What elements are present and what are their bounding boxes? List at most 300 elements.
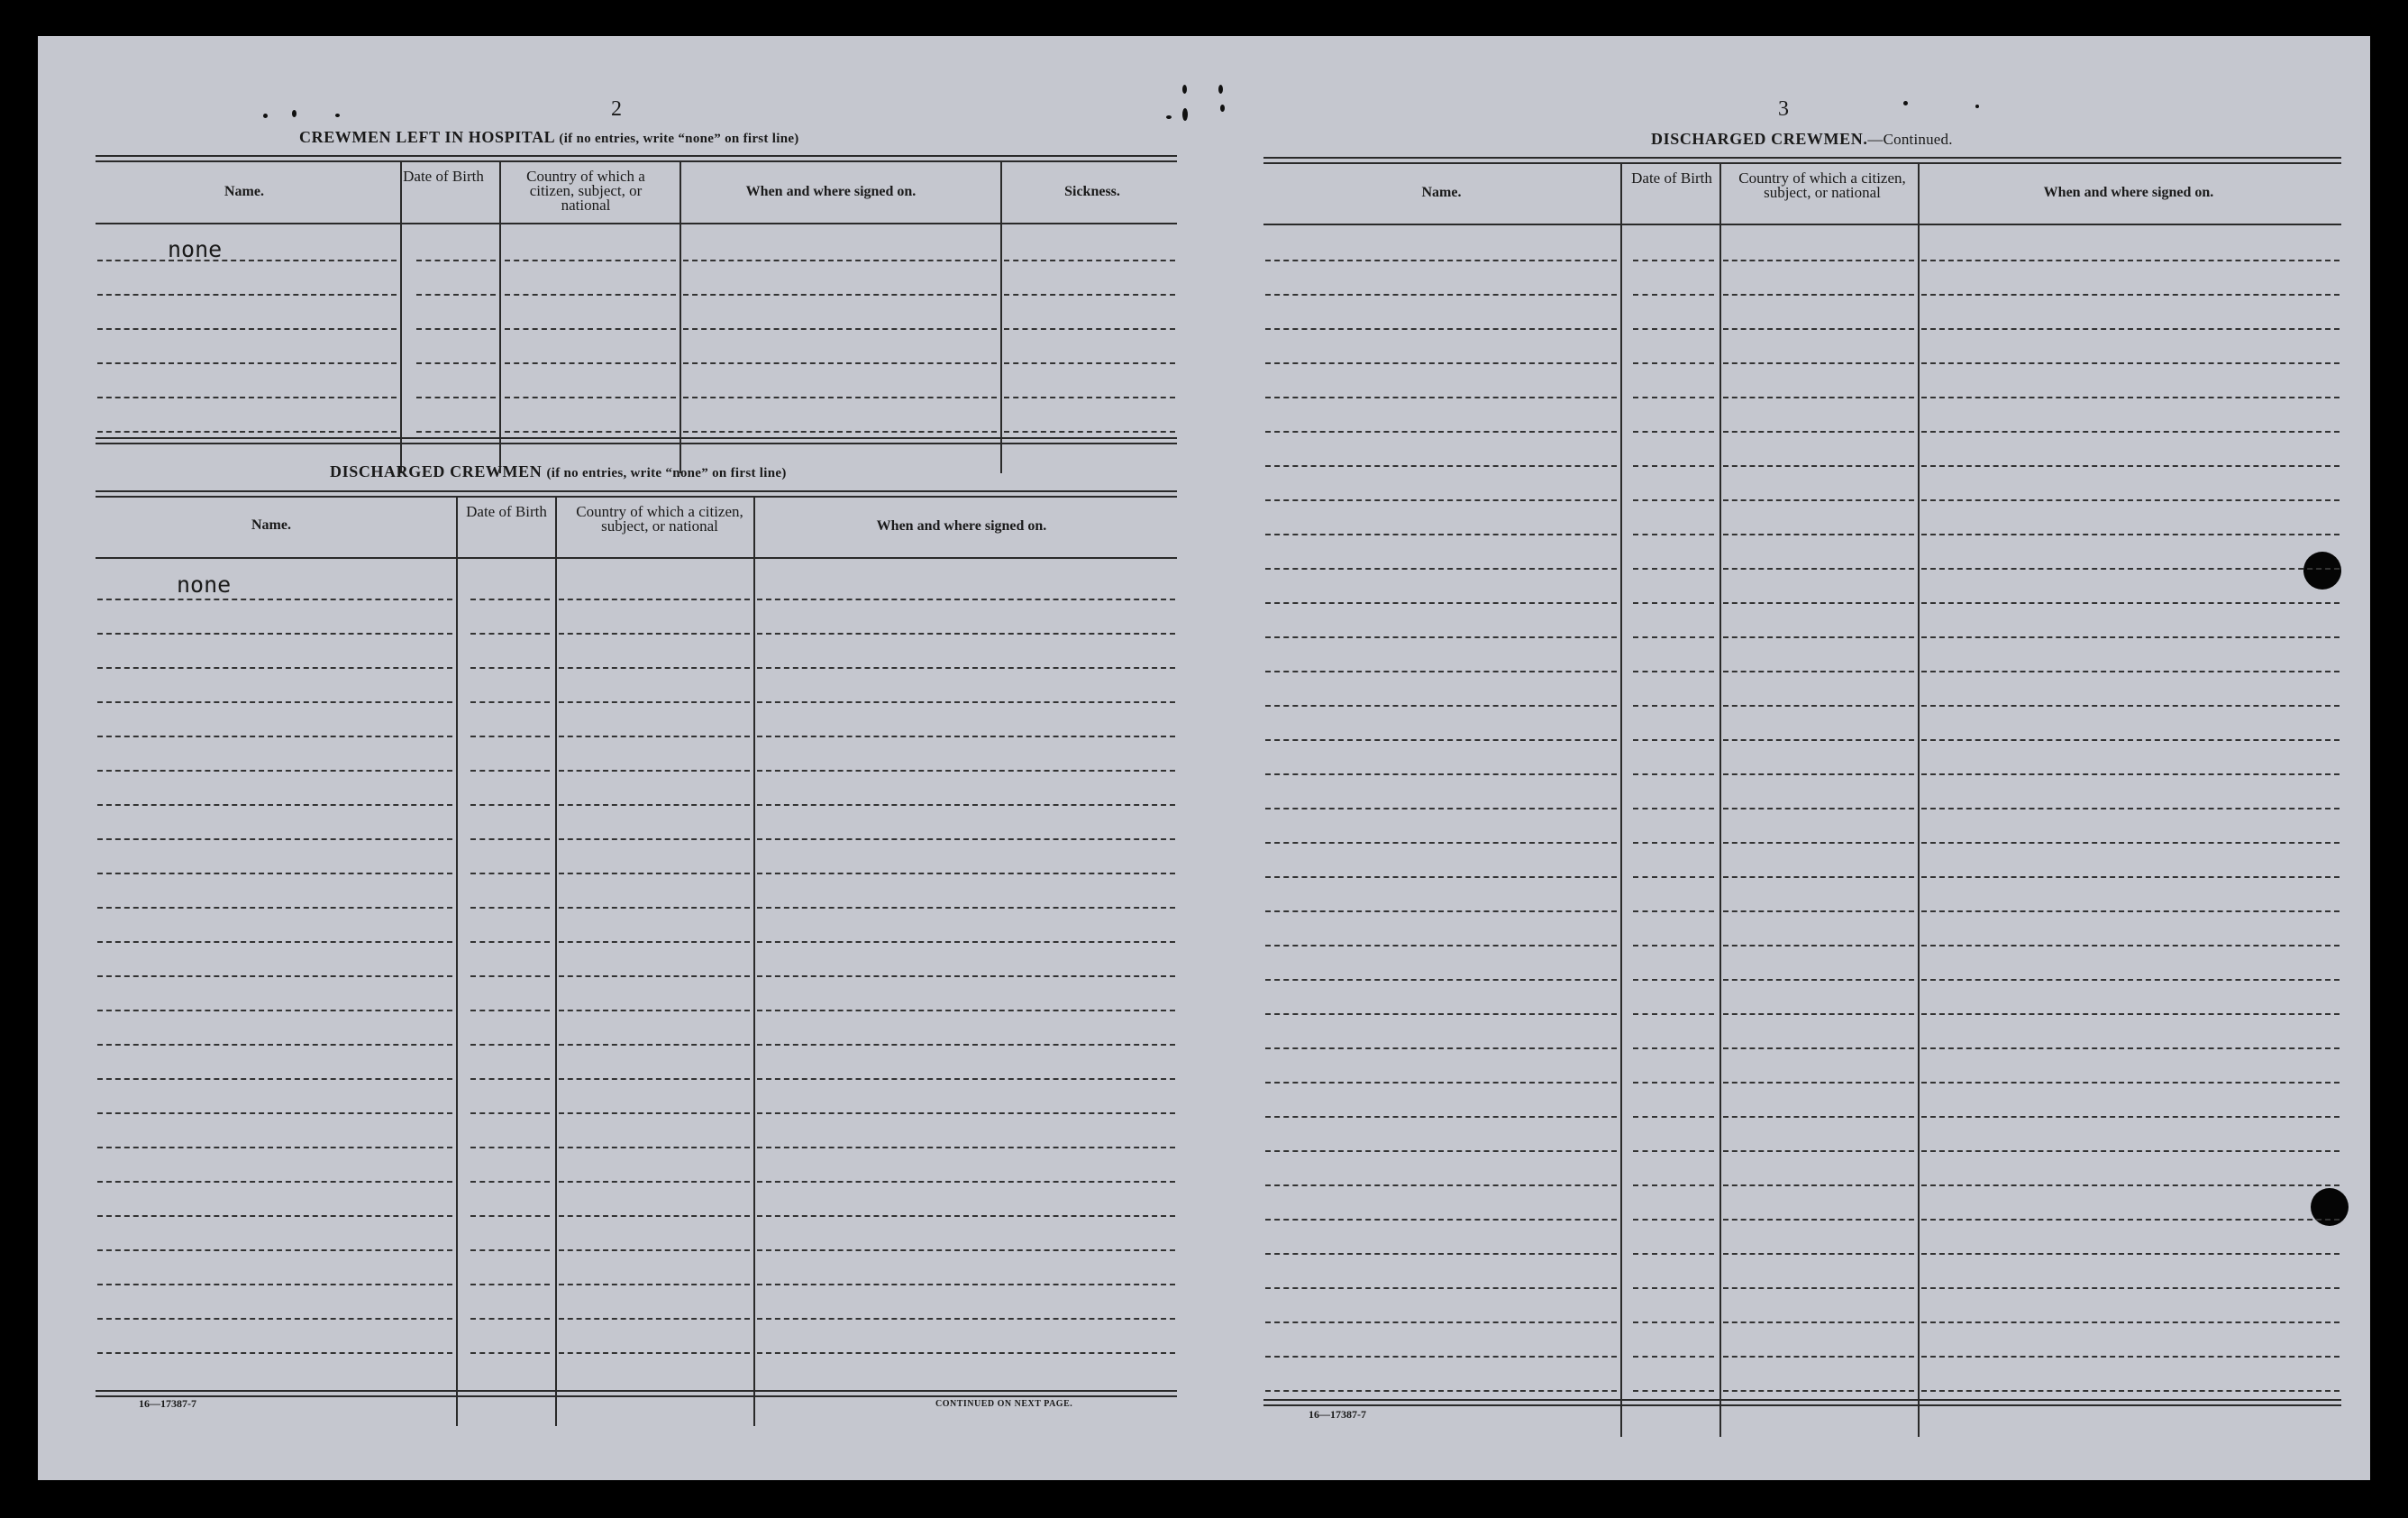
ruled-line — [559, 1147, 750, 1148]
ruled-line — [470, 838, 550, 840]
ruled-line — [1921, 1390, 2340, 1392]
ruled-line — [97, 1284, 452, 1285]
ruled-line — [1633, 1356, 1714, 1358]
ruled-line — [470, 975, 550, 977]
ruled-line — [683, 431, 997, 433]
ruled-line — [1265, 328, 1617, 330]
ruled-line — [1921, 397, 2340, 398]
ruled-line — [683, 294, 997, 296]
ink-speck — [1182, 85, 1187, 94]
ruled-line — [559, 667, 750, 669]
rule — [96, 490, 1177, 492]
ruled-line — [1265, 362, 1617, 364]
ruled-line — [757, 941, 1175, 943]
ruled-line — [1723, 636, 1914, 638]
ruled-line — [1004, 294, 1175, 296]
page-number: 3 — [1778, 97, 1789, 121]
ruled-line — [757, 804, 1175, 806]
ruled-line — [97, 1181, 452, 1183]
ruled-line — [559, 1112, 750, 1114]
col-header-country: Country of which a citizen, subject, or national — [526, 168, 645, 214]
discharged-entry-none: none — [177, 572, 232, 598]
ruled-line — [1633, 602, 1714, 604]
ruled-line — [1265, 294, 1617, 296]
ruled-line — [559, 975, 750, 977]
ruled-line — [470, 1147, 550, 1148]
ruled-line — [470, 1112, 550, 1114]
ruled-line — [559, 838, 750, 840]
ruled-line — [1265, 1150, 1617, 1152]
ruled-line — [1265, 260, 1617, 261]
ruled-line — [559, 1181, 750, 1183]
ruled-line — [1921, 1116, 2340, 1118]
ruled-line — [1633, 1150, 1714, 1152]
ruled-line — [97, 941, 452, 943]
ruled-line — [1921, 499, 2340, 501]
ruled-line — [470, 667, 550, 669]
col-header-name: Name. — [251, 517, 291, 533]
ruled-line — [1265, 465, 1617, 467]
ruled-line — [757, 633, 1175, 635]
ruled-line — [1265, 1116, 1617, 1118]
ruled-line — [559, 770, 750, 772]
ruled-line — [97, 1078, 452, 1080]
column-divider — [400, 162, 402, 473]
ruled-line — [683, 397, 997, 398]
ruled-line — [470, 633, 550, 635]
ruled-line — [505, 362, 676, 364]
ruled-line — [97, 804, 452, 806]
ruled-line — [1723, 1116, 1914, 1118]
ruled-line — [505, 260, 676, 261]
ruled-line — [1723, 1184, 1914, 1186]
ruled-line — [470, 736, 550, 737]
column-divider — [1620, 164, 1622, 1437]
ruled-line — [1265, 636, 1617, 638]
ruled-line — [1633, 671, 1714, 672]
ruled-line — [1265, 499, 1617, 501]
ruled-line — [683, 362, 997, 364]
ruled-line — [1723, 534, 1914, 535]
ruled-line — [416, 328, 496, 330]
ruled-line — [559, 907, 750, 909]
ruled-line — [1633, 1116, 1714, 1118]
ruled-line — [757, 1078, 1175, 1080]
ruled-line — [1633, 362, 1714, 364]
ruled-line — [559, 1249, 750, 1251]
ruled-line — [97, 1147, 452, 1148]
ruled-line — [1921, 602, 2340, 604]
ruled-line — [1265, 739, 1617, 741]
column-divider — [555, 498, 557, 1426]
ruled-line — [505, 294, 676, 296]
ruled-line — [1723, 842, 1914, 844]
ruled-line — [1265, 945, 1617, 946]
ruled-line — [1921, 465, 2340, 467]
ruled-line — [757, 599, 1175, 600]
ruled-line — [97, 1010, 452, 1011]
ruled-line — [1633, 1184, 1714, 1186]
ruled-line — [1723, 979, 1914, 981]
ruled-line — [1633, 397, 1714, 398]
ruled-line — [559, 941, 750, 943]
ruled-line — [1723, 465, 1914, 467]
ruled-line — [1633, 431, 1714, 433]
ruled-line — [1723, 739, 1914, 741]
ruled-line — [416, 260, 496, 261]
ruled-line — [559, 1284, 750, 1285]
ruled-line — [757, 1249, 1175, 1251]
ruled-line — [97, 599, 452, 600]
ruled-line — [1265, 1047, 1617, 1049]
rule — [96, 160, 1177, 162]
column-divider — [499, 162, 501, 473]
ink-speck — [335, 114, 340, 117]
ruled-line — [1921, 1047, 2340, 1049]
ruled-line — [757, 975, 1175, 977]
ruled-line — [1633, 260, 1714, 261]
ruled-line — [1265, 842, 1617, 844]
ruled-line — [1723, 1321, 1914, 1323]
rule — [96, 1395, 1177, 1397]
ink-speck — [292, 110, 296, 117]
ruled-line — [559, 1044, 750, 1046]
ruled-line — [1921, 671, 2340, 672]
ruled-line — [1921, 739, 2340, 741]
ruled-line — [1921, 294, 2340, 296]
ruled-line — [1921, 1082, 2340, 1084]
ruled-line — [1921, 979, 2340, 981]
ruled-line — [1921, 1321, 2340, 1323]
ruled-line — [97, 362, 397, 364]
col-header-name: Name. — [1421, 185, 1462, 200]
rule — [96, 155, 1177, 157]
ink-speck — [1166, 115, 1172, 119]
ruled-line — [1921, 534, 2340, 535]
ruled-line — [1921, 773, 2340, 775]
ruled-line — [1633, 499, 1714, 501]
ruled-line — [1633, 1047, 1714, 1049]
ruled-line — [1723, 260, 1914, 261]
ruled-line — [559, 599, 750, 600]
ruled-line — [505, 431, 676, 433]
ruled-line — [97, 907, 452, 909]
ruled-line — [757, 736, 1175, 737]
left-page — [38, 36, 1209, 1480]
ruled-line — [1265, 1253, 1617, 1255]
ruled-line — [1723, 910, 1914, 912]
ruled-line — [1265, 1390, 1617, 1392]
ruled-line — [470, 1284, 550, 1285]
ruled-line — [1921, 568, 2340, 570]
ruled-line — [1921, 1287, 2340, 1289]
ruled-line — [97, 1215, 452, 1217]
ruled-line — [1633, 739, 1714, 741]
hospital-section-title — [299, 128, 799, 147]
col-header-dob: Date of Birth — [403, 168, 484, 185]
ruled-line — [97, 975, 452, 977]
ruled-line — [416, 431, 496, 433]
ruled-line — [97, 1112, 452, 1114]
ruled-line — [1004, 397, 1175, 398]
ruled-line — [1723, 945, 1914, 946]
ruled-line — [470, 1249, 550, 1251]
ruled-line — [1265, 1321, 1617, 1323]
ruled-line — [97, 1318, 452, 1320]
ruled-line — [470, 1181, 550, 1183]
ruled-line — [1723, 1287, 1914, 1289]
column-divider — [753, 498, 755, 1426]
ruled-line — [1265, 979, 1617, 981]
ruled-line — [757, 1147, 1175, 1148]
ruled-line — [1633, 876, 1714, 878]
ruled-line — [1633, 910, 1714, 912]
ruled-line — [757, 770, 1175, 772]
ruled-line — [1723, 1150, 1914, 1152]
ruled-line — [1921, 910, 2340, 912]
ruled-line — [1265, 773, 1617, 775]
col-header-country: Country of which a citizen, subject, or national — [1738, 169, 1906, 201]
ruled-line — [97, 770, 452, 772]
ruled-line — [97, 294, 397, 296]
ink-speck — [1975, 105, 1979, 108]
ruled-line — [1633, 465, 1714, 467]
ruled-line — [757, 701, 1175, 703]
rule — [96, 1390, 1177, 1392]
col-header-dob: Date of Birth — [466, 503, 547, 520]
ruled-line — [1633, 808, 1714, 809]
ruled-line — [416, 294, 496, 296]
continued-note: CONTINUED ON NEXT PAGE. — [935, 1399, 1073, 1409]
ruled-line — [1723, 568, 1914, 570]
ink-speck — [1220, 105, 1225, 112]
ruled-line — [470, 701, 550, 703]
ruled-line — [757, 667, 1175, 669]
ruled-line — [1723, 773, 1914, 775]
ruled-line — [1723, 328, 1914, 330]
ruled-line — [1723, 1013, 1914, 1015]
ruled-line — [1921, 1253, 2340, 1255]
ruled-line — [757, 873, 1175, 874]
rule — [1263, 1399, 2341, 1401]
ruled-line — [1265, 1082, 1617, 1084]
ruled-line — [1723, 1219, 1914, 1221]
ruled-line — [1723, 876, 1914, 878]
ruled-line — [1265, 1287, 1617, 1289]
ruled-line — [559, 1318, 750, 1320]
ruled-line — [1921, 636, 2340, 638]
ruled-line — [1633, 1082, 1714, 1084]
ruled-line — [1633, 945, 1714, 946]
ruled-line — [559, 736, 750, 737]
ruled-line — [1921, 362, 2340, 364]
ruled-line — [559, 701, 750, 703]
discharged-continued-title — [1651, 130, 1953, 149]
ruled-line — [1633, 1219, 1714, 1221]
right-page — [1209, 36, 2370, 1480]
ink-speck — [1182, 108, 1188, 121]
ruled-line — [757, 1352, 1175, 1354]
rule — [1263, 157, 2341, 159]
ruled-line — [505, 397, 676, 398]
rule — [96, 557, 1177, 559]
ruled-line — [1633, 568, 1714, 570]
ruled-line — [1004, 260, 1175, 261]
ruled-line — [683, 260, 997, 261]
ruled-line — [470, 941, 550, 943]
ruled-line — [559, 1010, 750, 1011]
rule — [1263, 224, 2341, 225]
ruled-line — [1921, 808, 2340, 809]
ruled-line — [1265, 808, 1617, 809]
ruled-line — [470, 599, 550, 600]
ruled-line — [1265, 568, 1617, 570]
col-header-country: Country of which a citizen, subject, or national — [576, 503, 743, 535]
ruled-line — [1921, 260, 2340, 261]
binder-hole — [2303, 552, 2341, 590]
ruled-line — [97, 397, 397, 398]
ruled-line — [1921, 431, 2340, 433]
col-header-dob: Date of Birth — [1631, 169, 1712, 187]
ruled-line — [1265, 431, 1617, 433]
ruled-line — [470, 804, 550, 806]
discharged-title: DISCHARGED CREWMEN — [330, 462, 543, 480]
ruled-line — [97, 1352, 452, 1354]
discharged-section-title — [330, 462, 787, 481]
ruled-line — [470, 1215, 550, 1217]
ruled-line — [757, 1010, 1175, 1011]
ruled-line — [1921, 1356, 2340, 1358]
ruled-line — [1633, 636, 1714, 638]
form-number: 16—17387-7 — [1309, 1408, 1366, 1421]
ruled-line — [1265, 910, 1617, 912]
ruled-line — [416, 362, 496, 364]
ruled-line — [757, 838, 1175, 840]
ruled-line — [1004, 328, 1175, 330]
ruled-line — [97, 260, 397, 261]
ruled-line — [1265, 876, 1617, 878]
ruled-line — [416, 397, 496, 398]
ink-speck — [1218, 85, 1223, 94]
ruled-line — [1921, 705, 2340, 707]
ink-speck — [1903, 101, 1908, 105]
ruled-line — [97, 838, 452, 840]
column-divider — [1719, 164, 1721, 1437]
ruled-line — [1004, 431, 1175, 433]
column-divider — [680, 162, 681, 473]
rule — [96, 443, 1177, 444]
ruled-line — [1921, 876, 2340, 878]
ruled-line — [470, 1352, 550, 1354]
column-divider — [1918, 164, 1920, 1437]
ruled-line — [1633, 1013, 1714, 1015]
ruled-line — [559, 804, 750, 806]
ruled-line — [1265, 1184, 1617, 1186]
rule — [1263, 1404, 2341, 1406]
ruled-line — [1633, 842, 1714, 844]
ruled-line — [1921, 1184, 2340, 1186]
ruled-line — [470, 873, 550, 874]
ruled-line — [1921, 1013, 2340, 1015]
page-number: 2 — [611, 97, 622, 121]
ruled-line — [470, 1318, 550, 1320]
ruled-line — [757, 1318, 1175, 1320]
ruled-line — [559, 1352, 750, 1354]
ruled-line — [1723, 397, 1914, 398]
ruled-line — [1633, 1287, 1714, 1289]
col-header-name: Name. — [224, 184, 264, 199]
rule — [96, 437, 1177, 439]
ruled-line — [1921, 1219, 2340, 1221]
ruled-line — [1265, 534, 1617, 535]
ruled-line — [1265, 1219, 1617, 1221]
rule — [96, 496, 1177, 498]
ruled-line — [1265, 1356, 1617, 1358]
ruled-line — [757, 1284, 1175, 1285]
ruled-line — [1633, 328, 1714, 330]
ruled-line — [559, 1078, 750, 1080]
rule — [96, 223, 1177, 224]
ruled-line — [683, 328, 997, 330]
ruled-line — [757, 1215, 1175, 1217]
ruled-line — [1633, 705, 1714, 707]
ruled-line — [1723, 705, 1914, 707]
ruled-line — [1633, 1390, 1714, 1392]
ruled-line — [1723, 1356, 1914, 1358]
ruled-line — [1265, 705, 1617, 707]
hospital-entry-none: none — [168, 236, 223, 262]
ruled-line — [1633, 294, 1714, 296]
ruled-line — [1723, 1082, 1914, 1084]
ruled-line — [1723, 1253, 1914, 1255]
ruled-line — [505, 328, 676, 330]
ruled-line — [470, 1044, 550, 1046]
hospital-title: CREWMEN LEFT IN HOSPITAL — [299, 128, 555, 146]
ruled-line — [1921, 328, 2340, 330]
column-divider — [1000, 162, 1002, 473]
ruled-line — [1921, 1150, 2340, 1152]
ruled-line — [97, 701, 452, 703]
ruled-line — [470, 770, 550, 772]
ruled-line — [559, 1215, 750, 1217]
ruled-line — [1633, 1321, 1714, 1323]
form-number: 16—17387-7 — [139, 1397, 196, 1410]
ruled-line — [470, 907, 550, 909]
ruled-line — [757, 1044, 1175, 1046]
col-header-signed: When and where signed on. — [876, 518, 1047, 534]
continued-suffix: —Continued. — [1867, 131, 1953, 148]
ruled-line — [97, 736, 452, 737]
ruled-line — [1723, 1047, 1914, 1049]
ruled-line — [97, 328, 397, 330]
ruled-line — [757, 907, 1175, 909]
ruled-line — [1723, 294, 1914, 296]
ruled-line — [1265, 397, 1617, 398]
ruled-line — [1723, 431, 1914, 433]
ruled-line — [97, 667, 452, 669]
rule — [1263, 162, 2341, 164]
ruled-line — [1004, 362, 1175, 364]
ruled-line — [1633, 534, 1714, 535]
ruled-line — [97, 1249, 452, 1251]
discharged-title: DISCHARGED CREWMEN. — [1651, 130, 1868, 148]
ruled-line — [1633, 979, 1714, 981]
ruled-line — [97, 1044, 452, 1046]
ruled-line — [757, 1112, 1175, 1114]
ruled-line — [97, 633, 452, 635]
ruled-line — [1921, 842, 2340, 844]
column-divider — [456, 498, 458, 1426]
